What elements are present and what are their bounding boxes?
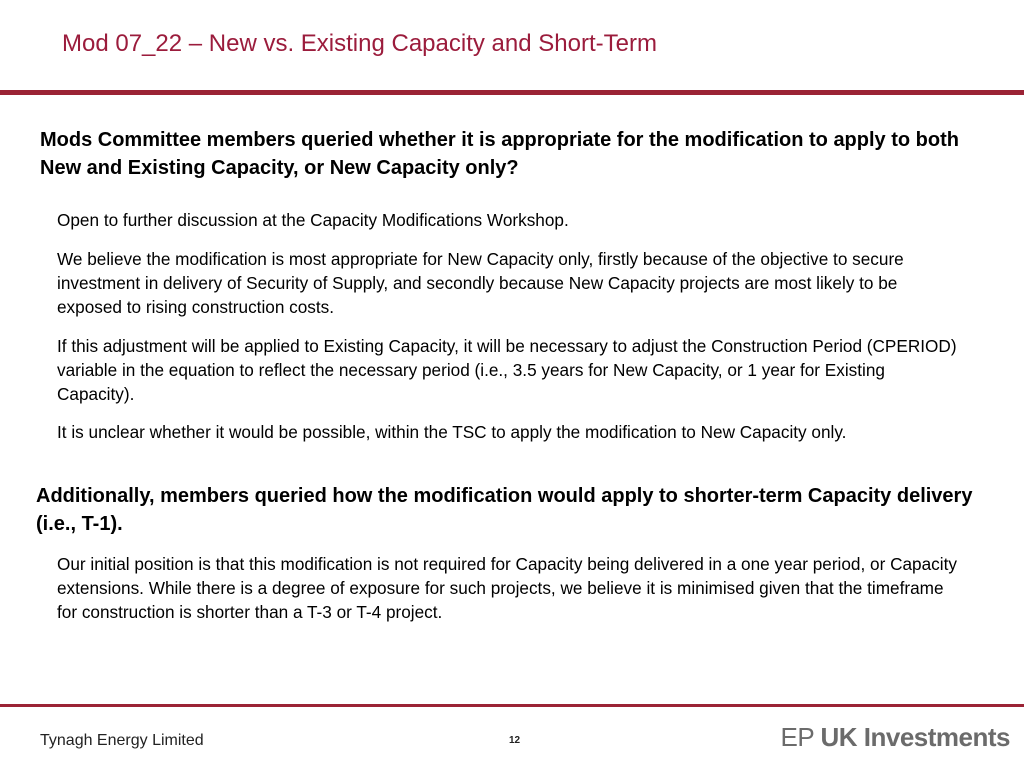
slide-title: Mod 07_22 – New vs. Existing Capacity and Short-Term xyxy=(62,30,657,57)
ep-uk-investments-logo xyxy=(781,722,1010,753)
paragraph-1: Open to further discussion at the Capacity Modifications Workshop. xyxy=(57,210,569,230)
section-heading-1: Mods Committee members queried whether it is appropriate for the modification to apply to both New and Existing Capacity, or New Capacity only? xyxy=(40,129,959,179)
logo-uk-investments: UK Investments xyxy=(820,722,1010,752)
paragraph-4: It is unclear whether it would be possible, within the TSC to apply the modification to New Capacity only. xyxy=(57,422,847,442)
paragraph-2: We believe the modification is most appropriate for New Capacity only, firstly because of the objective to secure investment in delivery of Security of Supply, and secondly because New Capacity projects are most likely to be exposed to rising construction costs. xyxy=(57,249,904,317)
page-number: 12 xyxy=(509,735,521,746)
paragraph-5: Our initial position is that this modification is not required for Capacity being delivered in a one year period, or Capacity extensions. While there is a degree of exposure for such projects, we believe it is minimised given that the timeframe for construction is shorter than a T-3 or T-4 project. xyxy=(57,554,957,622)
footer-divider xyxy=(0,704,1024,707)
footer-company: Tynagh Energy Limited xyxy=(40,732,204,749)
logo-ep: EP xyxy=(780,722,814,752)
paragraph-3: If this adjustment will be applied to Existing Capacity, it will be necessary to adjust the Construction Period (CPERIOD) variable in the equation to reflect the necessary period (i.e., 3.5 years for New Capacity, or 1 year for Existing Capacity). xyxy=(57,336,957,404)
section-heading-2: Additionally, members queried how the modification would apply to shorter-term Capacity delivery (i.e., T-1). xyxy=(36,485,973,535)
header-divider xyxy=(0,90,1024,95)
